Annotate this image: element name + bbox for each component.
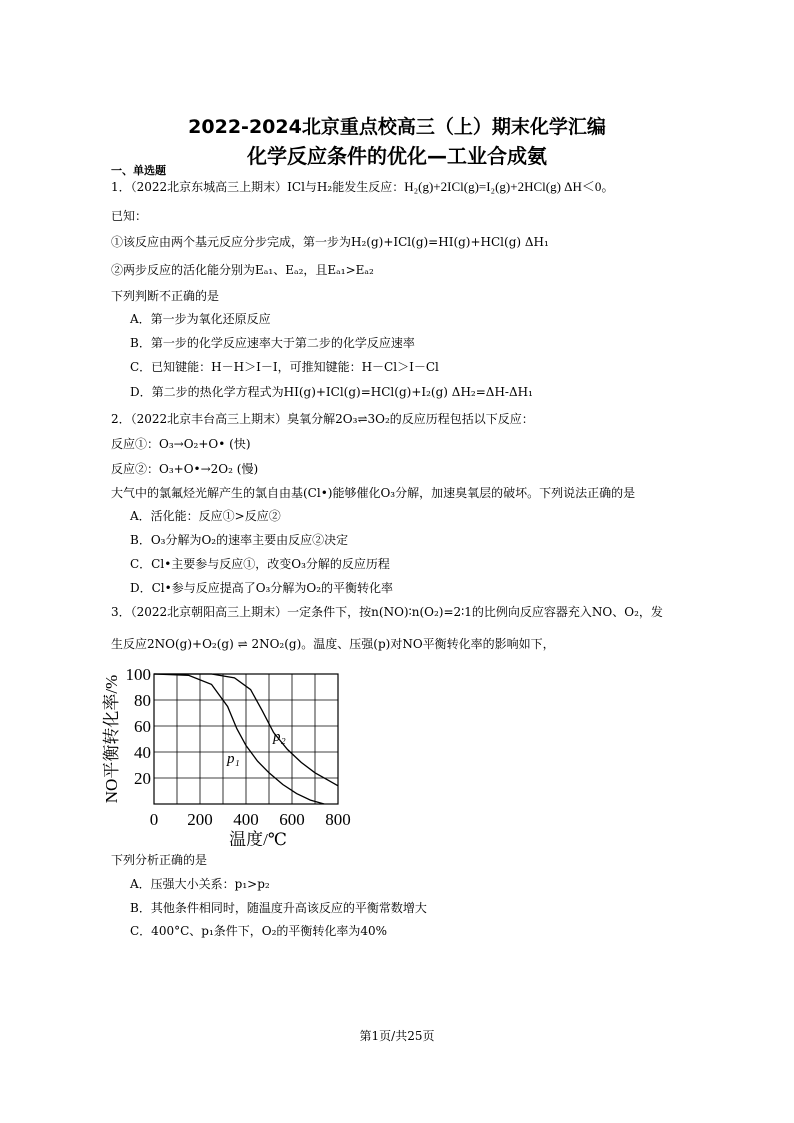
y-tick-label: 40 <box>134 743 151 762</box>
q2-body: 大气中的氯氟烃光解产生的氯自由基(Cl•)能够催化O₃分解，加速臭氧层的破坏。下列说法正确的是 <box>111 486 636 500</box>
document-title: 2022-2024北京重点校高三（上）期末化学汇编 <box>188 116 606 138</box>
q2-option-d: D．Cl•参与反应提高了O₃分解为O₂的平衡转化率 <box>130 581 394 595</box>
x-tick-label: 200 <box>187 810 213 829</box>
q3-stem-2: 生反应2NO(g)+O₂(g) ⇌ 2NO₂(g)。温度、压强(p)对NO平衡转化率的影响如下， <box>111 637 555 651</box>
y-axis-label: NO平衡转化率/% <box>102 674 121 804</box>
q3-option-c: C．400°C、p₁条件下，O₂的平衡转化率为40% <box>130 924 388 938</box>
q2-option-c: C．Cl•主要参与反应①，改变O₃分解的反应历程 <box>130 557 390 571</box>
series-label-2: p₂ <box>273 729 286 745</box>
document-subtitle: 化学反应条件的优化—工业合成氨 <box>247 144 547 168</box>
x-axis-label: 温度/℃ <box>229 830 287 846</box>
conversion-chart <box>100 660 360 846</box>
x-tick-label: 400 <box>233 810 259 829</box>
x-tick-label: 600 <box>279 810 305 829</box>
q3-option-a: A．压强大小关系：p₁>p₂ <box>130 877 270 891</box>
q1-stem <box>111 179 614 195</box>
q1-fact-2: ②两步反应的活化能分别为Eₐ₁、Eₐ₂，且Eₐ₁>Eₐ₂ <box>111 263 374 277</box>
series-line-1 <box>154 674 324 804</box>
y-tick-label: 60 <box>134 717 151 736</box>
q2-option-b: B．O₃分解为O₂的速率主要由反应②决定 <box>130 533 349 547</box>
page-footer: 第1页/共25页 <box>359 1029 435 1043</box>
q2-option-a: A．活化能：反应①>反应② <box>130 509 281 523</box>
q3-ask: 下列分析正确的是 <box>111 853 208 867</box>
q3-option-b: B．其他条件相同时，随温度升高该反应的平衡常数增大 <box>130 901 427 915</box>
q1-stem-text: 1．（2022北京东城高三上期末）ICl与H₂能发生反应： <box>111 180 405 194</box>
q2-reaction-1: 反应①：O₃→O₂+O• (快) <box>111 437 251 451</box>
section-heading: 一、单选题 <box>111 164 166 177</box>
q1-known: 已知： <box>111 209 148 223</box>
q1-ask: 下列判断不正确的是 <box>111 289 220 303</box>
y-tick-label: 20 <box>134 769 151 788</box>
q3-stem: 3．（2022北京朝阳高三上期末）一定条件下，按n(NO)∶n(O₂)=2∶1的比例向反应容器充入NO、O₂，发 <box>111 605 663 619</box>
y-tick-label: 80 <box>134 691 151 710</box>
series-label-1: p₁ <box>227 751 240 767</box>
y-tick-label: 100 <box>125 665 151 684</box>
q1-option-c: C．已知键能：H－H＞I－I，可推知键能：H－Cl＞I－Cl <box>130 360 439 374</box>
q1-fact-1: ①该反应由两个基元反应分步完成，第一步为H₂(g)+ICl(g)=HI(g)+HCl(g) ΔH₁ <box>111 235 549 249</box>
q2-stem: 2．（2022北京丰台高三上期末）臭氧分解2O₃⇌3O₂的反应历程包括以下反应： <box>111 412 534 426</box>
q1-option-a: A．第一步为氧化还原反应 <box>130 312 271 326</box>
q1-option-b: B．第一步的化学反应速率大于第二步的化学反应速率 <box>130 336 415 350</box>
x-tick-label: 0 <box>149 810 159 829</box>
q1-equation: H₂(g)+2ICl(g)=I₂(g)+2HCl(g) ΔH＜0。 <box>404 179 615 194</box>
q2-reaction-2: 反应②：O₃+O•→2O₂ (慢) <box>111 462 259 476</box>
q1-option-d: D．第二步的热化学方程式为HI(g)+ICl(g)=HCl(g)+I₂(g) ΔH₂=ΔH-ΔH₁ <box>130 385 533 399</box>
x-tick-label: 800 <box>325 810 351 829</box>
